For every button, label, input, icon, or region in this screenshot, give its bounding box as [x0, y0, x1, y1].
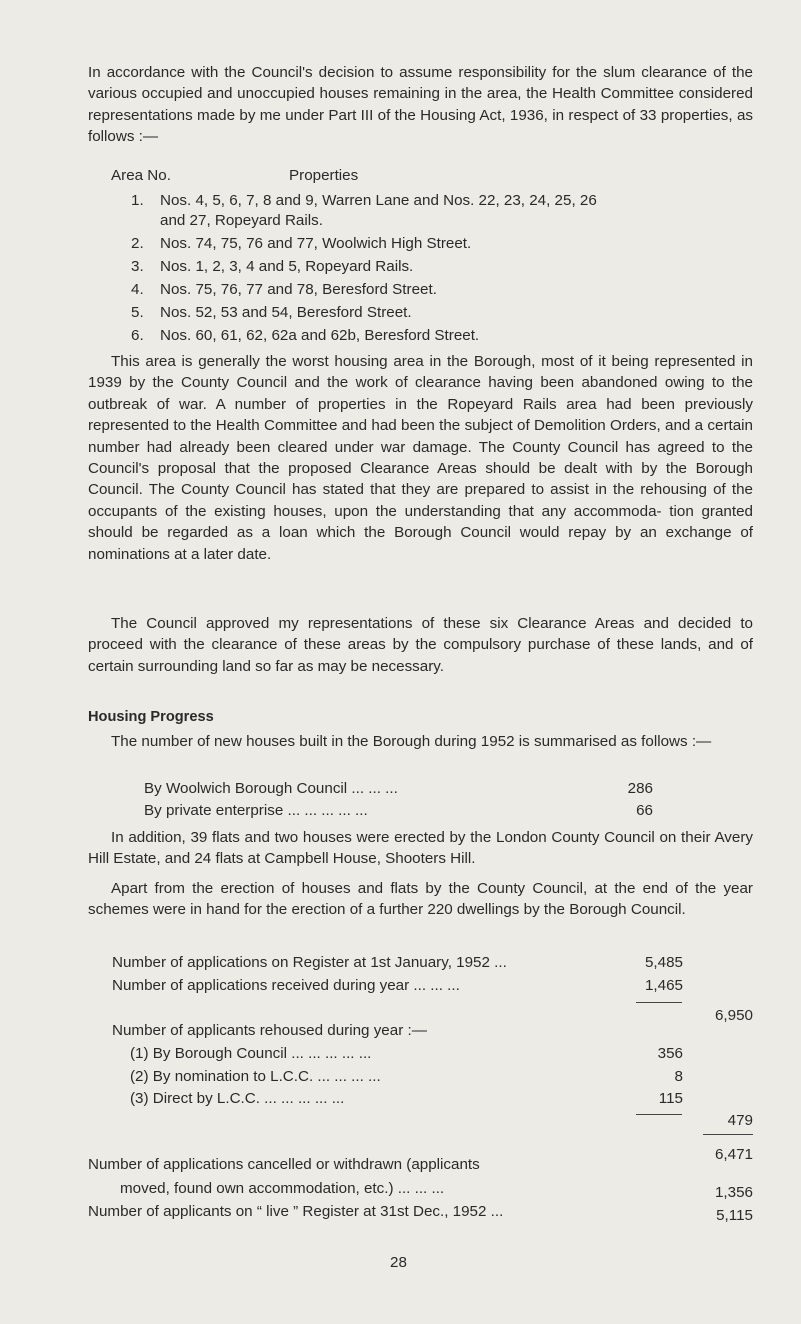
area-no-header: Area No. [111, 167, 171, 184]
area-properties: and 27, Ropeyard Rails. [160, 212, 323, 229]
area-properties: Nos. 60, 61, 62, 62a and 62b, Beresford Street. [160, 327, 480, 344]
area-properties: Nos. 4, 5, 6, 7, 8 and 9, Warren Lane and Nos. 22, 23, 24, 25, 26 [160, 192, 597, 209]
area-paragraph: This area is generally the worst housing area in the Borough, most of it being represented in 1939 by the County Council and the work of clearance having been abandoned owing to the outbreak of war. A number of properties in the Ropeyard Rails area had been previously represented to the Health Committee and had been the subject of Demolition Orders, and a certain number had already been cleared under war damage. The County Council has agreed to the Council's proposal that the proposed Clearance Areas should be dealt with by the Borough Council. The County Council has stated that they are prepared to assist in the rehousing of the occupants of the existing houses, upon the understanding that any accommoda- tion granted should be regarded as a loan which the Borough Council would repay by an exchange of nominations at a later date. [88, 353, 753, 563]
cancelled-label-cont: moved, found own accommodation, etc.) ... ... ... [120, 1180, 445, 1197]
subtotal-value: 479 [727, 1112, 753, 1129]
subtotal-rule [636, 1002, 682, 1003]
lcc-paragraph: In addition, 39 flats and two houses were erected by the London County Council on their Avery Hill Estate, and 24 flats at Campbell House, Shooters Hill. [88, 829, 753, 868]
area-properties: Nos. 75, 76, 77 and 78, Beresford Street. [160, 281, 437, 298]
area-number: 3. [131, 258, 144, 275]
register-jan-value: 5,485 [644, 954, 683, 971]
area-number: 5. [131, 304, 144, 321]
summary-row-label: By private enterprise ... ... ... ... ... [144, 802, 368, 819]
rehoused-row-label: (2) By nomination to L.C.C. ... ... ... ... [130, 1068, 381, 1085]
area-properties: Nos. 1, 2, 3, 4 and 5, Ropeyard Rails. [160, 258, 414, 275]
subtotal-value: 6,950 [714, 1007, 753, 1024]
subtotal-rule [636, 1114, 682, 1115]
received-value: 1,465 [644, 977, 683, 994]
area-number: 1. [131, 192, 144, 209]
rehoused-heading: Number of applicants rehoused during year :— [112, 1022, 427, 1039]
intro-paragraph: In accordance with the Council's decision to assume responsibility for the slum clearance of the various occupied and unoccupied houses remaining in the area, the Health Committee considered representations made by me under Part III of the Housing Act, 1936, in respect of 33 properties, as follows :— [88, 64, 753, 146]
rehoused-row-value: 8 [674, 1068, 683, 1085]
rehoused-row-value: 115 [658, 1090, 683, 1107]
cancelled-label: Number of applications cancelled or withdrawn (applicants [88, 1156, 480, 1173]
housing-progress-heading: Housing Progress [88, 709, 214, 725]
area-number: 2. [131, 235, 144, 252]
net-value: 6,471 [714, 1146, 753, 1163]
total-rule [703, 1134, 753, 1135]
area-number: 4. [131, 281, 144, 298]
summary-row-label: By Woolwich Borough Council ... ... ... [144, 780, 398, 797]
rehoused-row-label: (1) By Borough Council ... ... ... ... ... [130, 1045, 372, 1062]
rehoused-row-value: 356 [657, 1045, 683, 1062]
housing-progress-intro: The number of new houses built in the Borough during 1952 is summarised as follows :— [111, 733, 712, 750]
area-properties: Nos. 74, 75, 76 and 77, Woolwich High Street. [160, 235, 472, 252]
area-properties: Nos. 52, 53 and 54, Beresford Street. [160, 304, 412, 321]
page-number: 28 [390, 1254, 407, 1271]
properties-header: Properties [289, 167, 359, 184]
area-number: 6. [131, 327, 144, 344]
summary-row-value: 286 [627, 780, 653, 797]
summary-row-value: 66 [636, 802, 653, 819]
live-register-value: 5,115 [716, 1207, 753, 1224]
received-label: Number of applications received during year ... ... ... [112, 977, 460, 994]
cancelled-value: 1,356 [714, 1184, 753, 1201]
rehoused-row-label: (3) Direct by L.C.C. ... ... ... ... ... [130, 1090, 345, 1107]
live-register-label: Number of applicants on “ live ” Register at 31st Dec., 1952 ... [88, 1203, 504, 1220]
schemes-paragraph: Apart from the erection of houses and flats by the County Council, at the end of the year schemes were in hand for the erection of a further 220 dwellings by the Borough Council. [88, 880, 753, 919]
register-jan-label: Number of applications on Register at 1st January, 1952 ... [112, 954, 507, 971]
council-paragraph: The Council approved my representations of these six Clearance Areas and decided to proceed with the clearance of these areas by the compulsory purchase of these lands, and of certain surrounding land so far as may be necessary. [88, 615, 753, 675]
